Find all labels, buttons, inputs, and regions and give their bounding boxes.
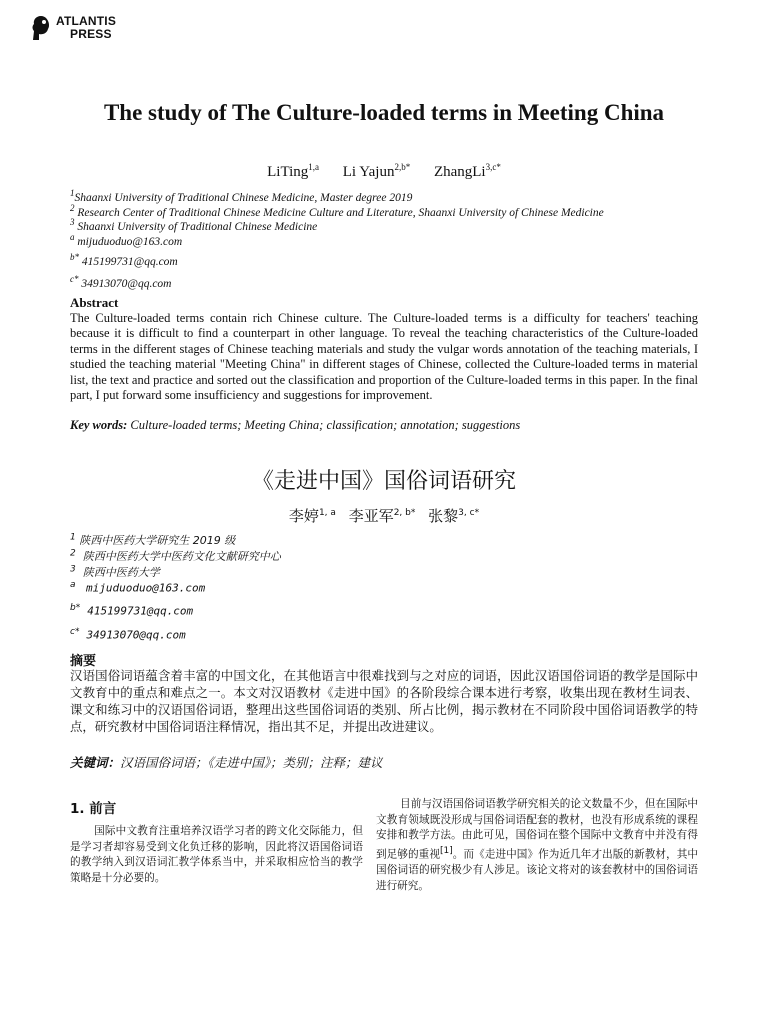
logo-line-1: ATLANTIS (56, 14, 117, 28)
author-list-en (0, 162, 768, 181)
paragraph: 国际中文教育注重培养汉语学习者的跨文化交际能力，但是学习者却容易受到文化负迁移的影响，因此将汉语国俗词语的教学纳入到汉语词汇教学体系当中，并采取相应恰当的教学策略是十分必要的。 (70, 825, 363, 884)
abstract-heading-zh: 摘要 (70, 654, 97, 669)
author-en: ZhangLi$^{3,c*}$ (433, 162, 501, 180)
keywords-zh: 关键词：汉语国俗词语；《走进中国》；类别；注释；建议 (70, 755, 383, 770)
author-zh: 李婷$^{1, a}$ (288, 507, 336, 525)
email-en: $^{b*}$ 415199731@qq.com (70, 252, 178, 268)
email-en: $^a$ mijuduoduo@163.com (70, 232, 183, 248)
affiliation-zh: $^2$ 陕西中医药大学中医药文化文献研究中心 (70, 548, 281, 563)
email-zh: $^a$ mijuduoduo@163.com (70, 580, 206, 595)
affiliation-en: $^2$ Research Center of Traditional Chinese Medicine Culture and Literature, Shaanxi University of Chinese Medicine (70, 203, 604, 219)
body-column-right: 目前与汉语国俗词语教学研究相关的论文数量不少，但在国际中文教育领域既没形成与国俗词语配套的教材，也没有形成系统的课程安排和教学方法。由此可见，国俗词在整个国际中文教育中并没有得到足够的重视[1]。而《走进中国》作为近几年才出版的新教材，其中国俗词语的研究极少有人涉足。该论文将对的该套教材中的国俗词语进行研究。 (376, 798, 698, 892)
abstract-body-zh: 汉语国俗词语蕴含着丰富的中国文化，在其他语言中很难找到与之对应的词语，因此汉语国俗词语的教学是国际中文教育中的重点和难点之一。本文对汉语教材《走进中国》的各阶段综合课本进行考察，收集出现在教材生词表、课文和练习中的汉语国俗词语，整理出这些国俗词语的类别、所占比例，揭示教材在不同阶段中国俗词语教学的特点，研究教材中国俗词语注释情况，指出其不足，并提出改进建议。 (70, 668, 698, 734)
author-en: Li Yajun$^{2,b*}$ (342, 162, 411, 180)
email-zh: $^{b*}$ 415199731@qq.com (70, 603, 194, 618)
paper-title-zh: 《走进中国》国俗词语研究 (251, 469, 516, 494)
publisher-logo (30, 14, 116, 42)
atlantis-figure-icon (30, 14, 52, 42)
email-zh: $^{c*}$ 34913070@qq.com (70, 627, 186, 642)
affiliation-zh: $^1$ 陕西中医药大学研究生 2019 级 (70, 532, 236, 547)
affiliation-en: $^1$Shaanxi University of Traditional Chinese Medicine, Master degree 2019 (70, 188, 413, 204)
abstract-heading-en: Abstract (70, 295, 119, 310)
email-en: $^{c*}$ 34913070@qq.com (70, 274, 172, 290)
paper-title-en: The study of The Culture-loaded terms in Meeting China (103, 100, 665, 125)
body-column-left (70, 824, 363, 886)
keywords-en: Key words: Culture-loaded terms; Meeting China; classification; annotation; suggestions (70, 418, 521, 432)
author-en: LiTing$^{1,a}$ (267, 162, 320, 180)
citation: [1] (439, 845, 453, 856)
section-heading: 1. 前言 (70, 801, 117, 817)
affiliation-en: $^3$ Shaanxi University of Traditional Chinese Medicine (70, 217, 318, 233)
logo-line-2: PRESS (70, 27, 112, 41)
author-list-zh (0, 505, 768, 526)
author-zh: 张黎$^{3, c*}$ (428, 507, 480, 525)
affiliation-zh: $^3$ 陕西中医药大学 (70, 564, 160, 579)
author-zh: 李亚军$^{2, b*}$ (348, 507, 416, 525)
abstract-body-en: The Culture-loaded terms contain rich Chinese culture. The Culture-loaded terms is a difficulty for teachers' teaching because it is difficult to find a counterpart in other language. To reveal the teaching characteristics of the Culture-loaded terms in the different stages of Chinese teaching materials and study the vulgar words annotation of the teaching materials, I studied the teaching material "Meeting China" in different stages of Chinese, collected the Culture-loaded terms in material list, the text and practice and sorted out the classification and proportion of the Culture-loaded terms in this paper. In the final part, I put forward some insufficiency and suggestions for improvement. (70, 311, 698, 403)
paragraph: 目前与汉语国俗词语教学研究相关的论文数量不少，但在国际中文教育领域既没形成与国俗词语配套的教材，也没有形成系统的课程安排和教学方法。由此可见，国俗词在整个国际中文教育中并没有得到足够的重视 (376, 798, 698, 861)
